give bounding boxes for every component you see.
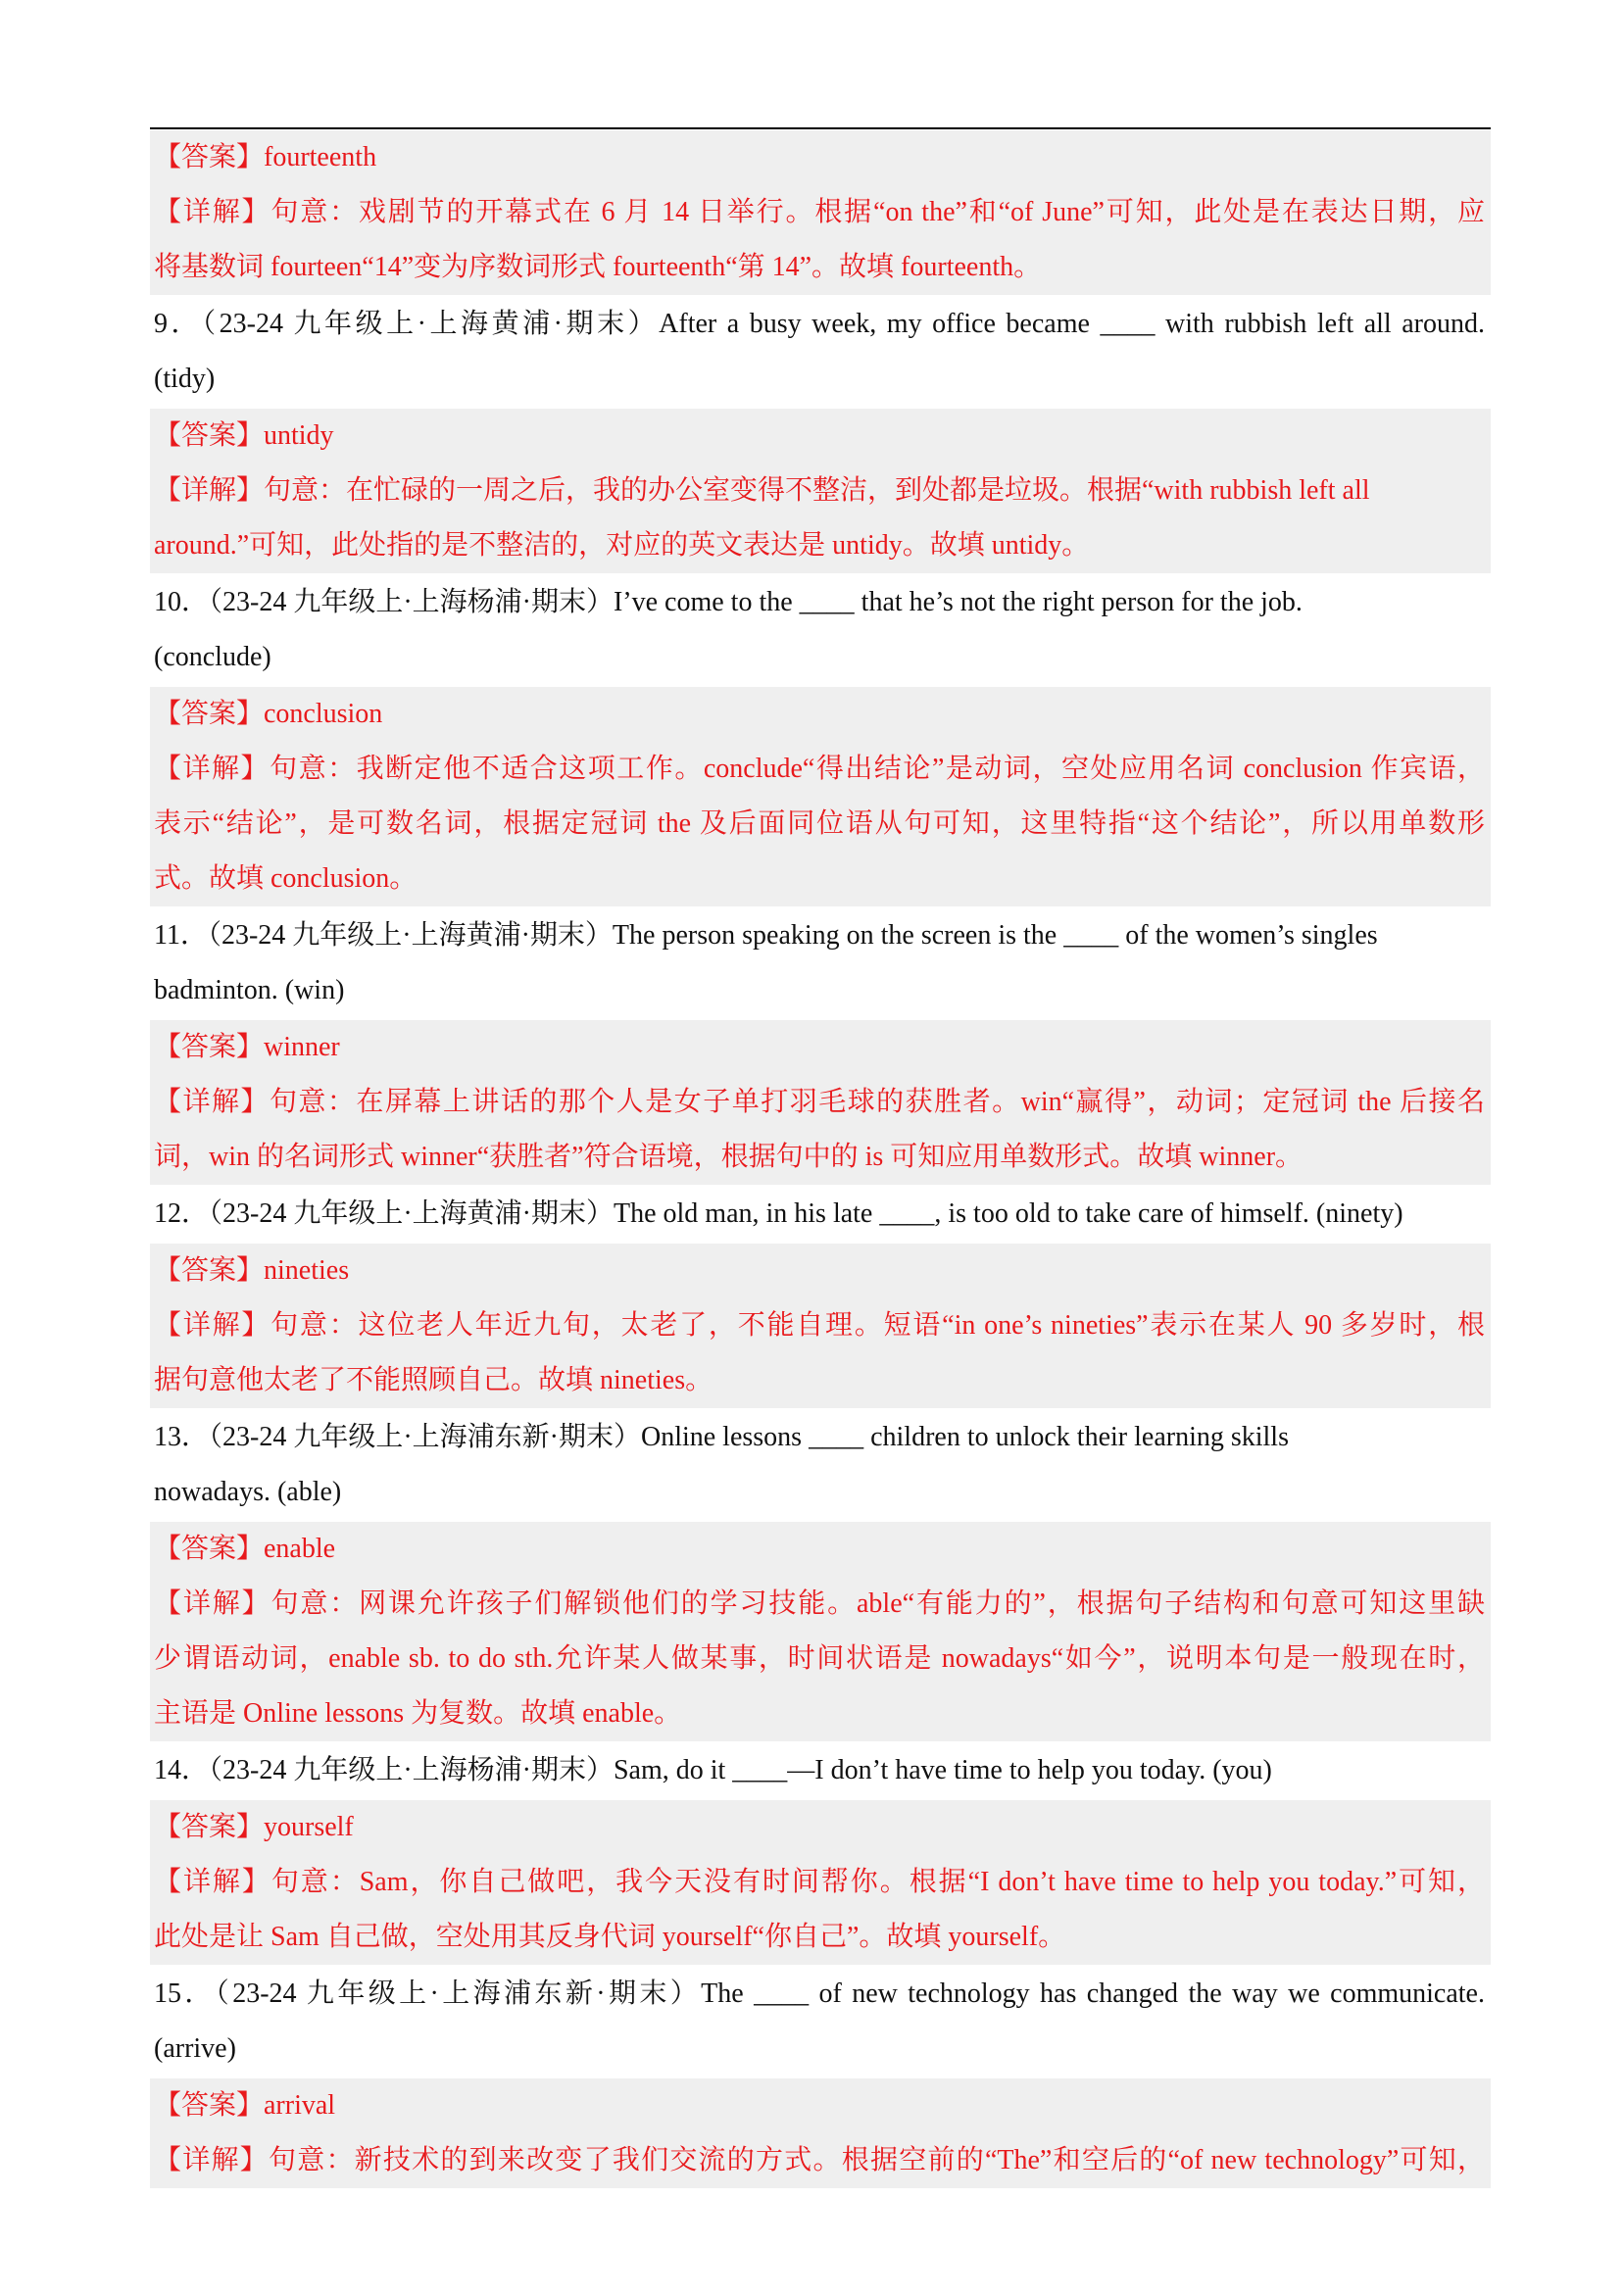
detail-line: 据句意他太老了不能照顾自己。故填 nineties。 [154,1365,713,1395]
detail-line: 【详解】句意：新技术的到来改变了我们交流的方式。根据空前的“The”和空后的“of new technology”可知， [154,2145,1485,2175]
question-11 [150,908,1491,1018]
answer-block-13 [150,1522,1491,1741]
answer-line: 【答案】nineties [154,1255,350,1286]
answer-line: 【答案】yourself [154,1812,354,1842]
answer-line: 【答案】winner [154,1032,340,1062]
detail-line: 【详解】句意：Sam，你自己做吧，我今天没有时间帮你。根据“I don’t have time to help you today.”可知， [154,1867,1485,1897]
answer-block-12 [150,1244,1491,1408]
answer-line: 【答案】arrival [154,2090,336,2121]
detail-line: 此处是让 Sam 自己做，空处用其反身代词 yourself“你自己”。故填 yourself。 [154,1922,1066,1952]
detail-line: 【详解】句意：这位老人年近九旬，太老了，不能自理。短语“in one’s nineties”表示在某人 90 多岁时，根 [154,1310,1485,1341]
detail-line: 【详解】句意：在屏幕上讲话的那个人是女子单打羽毛球的获胜者。win“赢得”，动词；定冠词 the 后接名 [154,1087,1485,1117]
answer-line: 【答案】conclusion [154,699,383,729]
detail-line: 主语是 Online lessons 为复数。故填 enable。 [154,1698,682,1729]
detail-line: around.”可知，此处指的是不整洁的，对应的英文表达是 untidy。故填 untidy。 [154,530,1090,561]
question-14 [150,1743,1491,1798]
question-line: 10．（23-24 九年级上·上海杨浦·期末）I’ve come to the ____ that he’s not the right person for the job. [154,587,1303,617]
answer-block-10 [150,687,1491,906]
question-line: 15．（23-24 九年级上·上海浦东新·期末）The ____ of new technology has changed the way we communicate. [154,1978,1485,2009]
question-9 [150,297,1491,407]
question-15 [150,1967,1491,2076]
question-line: 12．（23-24 九年级上·上海黄浦·期末）The old man, in his late ____, is too old to take care of himself. (ninety) [154,1198,1403,1229]
detail-line: 【详解】句意：在忙碌的一周之后，我的办公室变得不整洁，到处都是垃圾。根据“with rubbish left all [154,475,1370,506]
answer-block-8 [150,130,1491,295]
detail-line: 词，win 的名词形式 winner“获胜者”符合语境，根据句中的 is 可知应用单数形式。故填 winner。 [154,1142,1303,1172]
detail-line: 表示“结论”，是可数名词，根据定冠词 the 及后面同位语从句可知，这里特指“这个结论”，所以用单数形 [154,808,1485,839]
answer-block-14 [150,1800,1491,1965]
question-line: 13．（23-24 九年级上·上海浦东新·期末）Online lessons ____ children to unlock their learning skills [154,1422,1289,1452]
detail-line: 少谓语动词，enable sb. to do sth.允许某人做某事，时间状语是 nowadays“如今”，说明本句是一般现在时， [154,1643,1485,1674]
question-line: (conclude) [154,642,271,672]
question-line: 9．（23-24 九年级上·上海黄浦·期末）After a busy week, my office became ____ with rubbish left all around. [154,309,1485,339]
question-13 [150,1410,1491,1520]
detail-line: 式。故填 conclusion。 [154,863,418,894]
question-line: 11．（23-24 九年级上·上海黄浦·期末）The person speaking on the screen is the ____ of the women’s singles [154,920,1378,951]
detail-line: 【详解】句意：戏剧节的开幕式在 6 月 14 日举行。根据“on the”和“of June”可知，此处是在表达日期，应 [154,197,1485,227]
content [150,128,1491,2190]
question-10 [150,575,1491,685]
answer-block-15 [150,2078,1491,2188]
question-line: badminton. (win) [154,975,345,1005]
question-12 [150,1187,1491,1242]
answer-block-11 [150,1020,1491,1185]
detail-line: 【详解】句意：我断定他不适合这项工作。conclude“得出结论”是动词，空处应用名词 conclusion 作宾语， [154,754,1485,784]
question-line: 14．（23-24 九年级上·上海杨浦·期末）Sam, do it ____—I don’t have time to help you today. (you) [154,1755,1272,1785]
question-line: nowadays. (able) [154,1477,342,1507]
detail-line: 将基数词 fourteen“14”变为序数词形式 fourteenth“第 14”。故填 fourteenth。 [154,252,1042,282]
answer-line: 【答案】enable [154,1534,336,1564]
answer-block-9 [150,409,1491,573]
detail-line: 【详解】句意：网课允许孩子们解锁他们的学习技能。able“有能力的”，根据句子结构和句意可知这里缺 [154,1588,1485,1619]
answer-line: 【答案】fourteenth [154,142,377,172]
question-line: (tidy) [154,364,216,394]
answer-line: 【答案】untidy [154,420,334,451]
question-line: (arrive) [154,2033,236,2064]
